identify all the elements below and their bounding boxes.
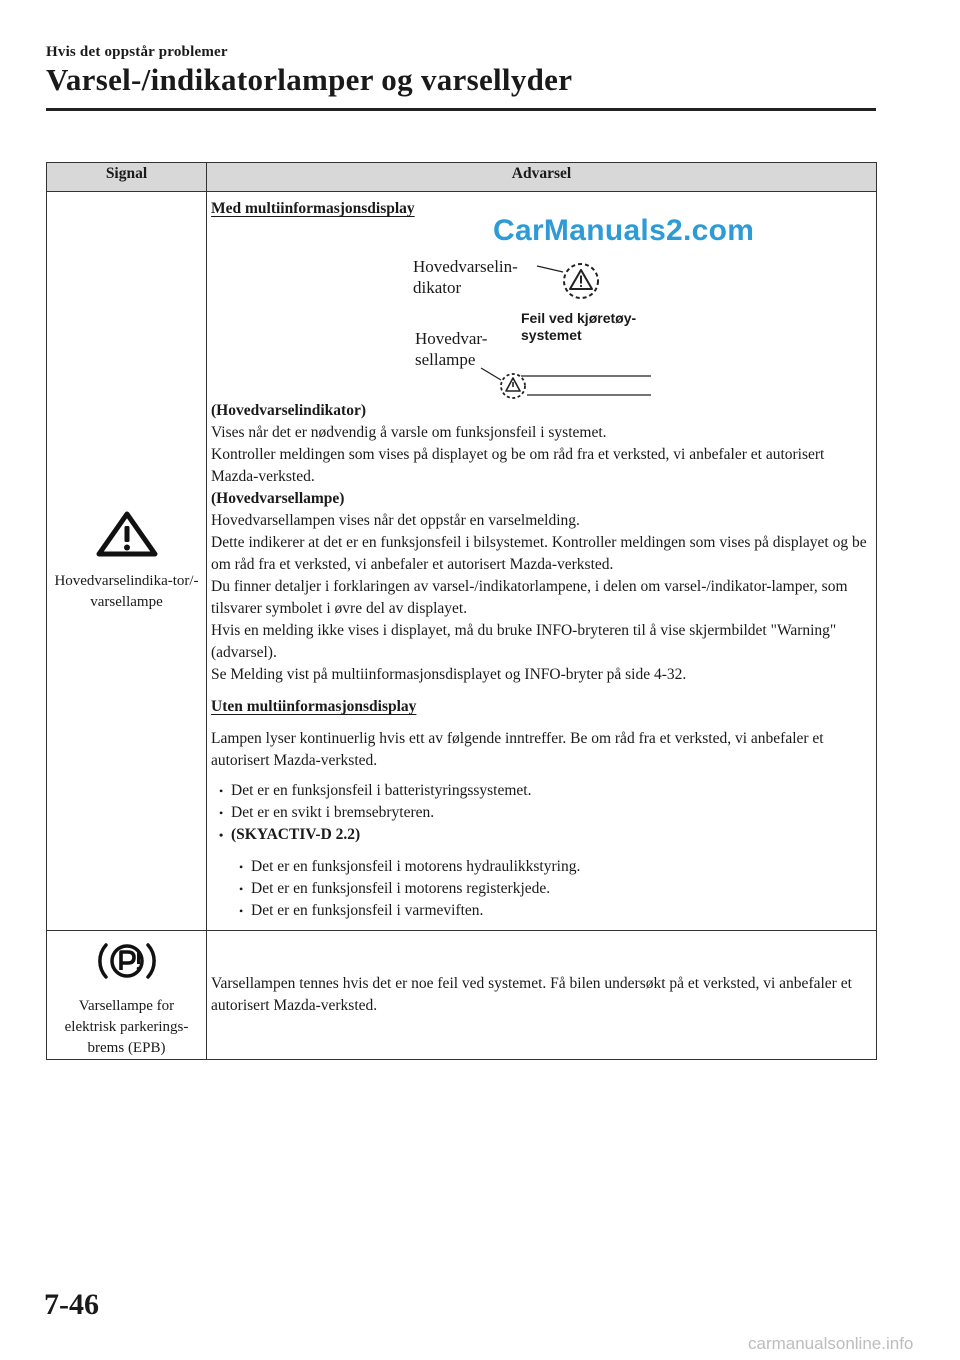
lamp-label-line2: sellampe <box>415 350 476 369</box>
indicator-heading: (Hovedvarselindikator) <box>211 402 366 419</box>
page-number: 7-46 <box>44 1288 99 1321</box>
section-kicker: Hvis det oppstår problemer <box>46 44 228 60</box>
table-row <box>47 192 877 931</box>
table-row <box>47 931 877 1060</box>
display-diagram <box>211 214 871 400</box>
message-line2: systemet <box>521 327 582 343</box>
with-display-heading: Med multiinformasjonsdisplay <box>211 200 415 217</box>
list-item: • Det er en funksjonsfeil i batteristyringssystemet. <box>223 780 868 802</box>
condition-list <box>211 780 868 846</box>
lamp-text-5: Se Melding vist på multiinformasjonsdisplayet og INFO-bryter på side 4-32. <box>211 666 687 683</box>
lamp-text-1: Hovedvarsellampen vises når det oppstår en varselmelding. <box>211 512 580 529</box>
lamp-label-line1: Hovedvar- <box>415 329 488 348</box>
epb-label-line1: Varsellampe for <box>78 998 175 1014</box>
parking-brake-p-icon <box>94 970 160 987</box>
list-item: • Det er en svikt i bremsebryteren. <box>223 802 868 824</box>
epb-label-line3: brems (EPB) <box>87 1040 166 1056</box>
indicator-label-line1: Hovedvarselin- <box>413 257 518 276</box>
signal-cell-master-warning <box>47 192 207 931</box>
list-item: • Det er en funksjonsfeil i motorens hydraulikkstyring. <box>243 856 868 878</box>
indicator-label-line2: dikator <box>413 278 462 297</box>
footer-watermark: carmanualsonline.info <box>748 1334 914 1353</box>
list-item: • Det er en funksjonsfeil i motorens registerkjede. <box>243 878 868 900</box>
epb-label-line2: elektrisk parkerings- <box>64 1019 189 1035</box>
page-title: Varsel-/indikatorlamper og varsellyder <box>46 62 573 97</box>
warning-cell-master-warning <box>207 192 877 931</box>
title-rule <box>46 108 876 111</box>
signal-label: Hovedvarselindika-tor/-varsellampe <box>54 572 199 610</box>
col-header-warning: Advarsel <box>207 163 877 192</box>
without-display-heading: Uten multiinformasjonsdisplay <box>211 698 417 715</box>
without-display-text: Lampen lyser kontinuerlig hvis ett av følgende inntreffer. Be om råd fra et verksted, vi anbefaler et autorisert Mazda-verksted. <box>211 730 824 769</box>
list-item: • Det er en funksjonsfeil i varmeviften. <box>243 900 868 922</box>
epb-text: Varsellampen tennes hvis det er noe feil ved systemet. Få bilen undersøkt på et verksted, vi anbefaler et autorisert Mazda-verksted. <box>211 975 852 1014</box>
lamp-text-2: Dette indikerer at det er en funksjonsfeil i bilsystemet. Kontroller meldingen som vises på displayet og be om råd fra et verksted, vi anbefaler et autorisert Mazda-verksted. <box>211 534 867 573</box>
warning-triangle-icon <box>95 545 159 562</box>
table-header-row <box>47 163 877 192</box>
list-item: • (SKYACTIV-D 2.2) <box>223 824 868 846</box>
indicator-text-2: Kontroller meldingen som vises på displayet og be om råd fra et verksted, vi anbefaler et autorisert Mazda-verksted. <box>211 446 825 485</box>
skyactiv-condition-list <box>211 856 868 922</box>
lamp-text-3: Du finner detaljer i forklaringen av varsel-/indikatorlampene, i delen om varsel-/indikator-lamper, som tilsvarer symbolet i øvre del av displayet. <box>211 578 848 617</box>
warning-cell-epb <box>207 931 877 1060</box>
signal-cell-epb <box>47 931 207 1060</box>
message-line1: Feil ved kjøretøy- <box>521 310 637 326</box>
indicator-text-1: Vises når det er nødvendig å varsle om funksjonsfeil i systemet. <box>211 424 607 441</box>
warning-lamp-table <box>46 162 877 1060</box>
watermark: CarManuals2.com <box>493 214 755 247</box>
lamp-text-4: Hvis en melding ikke vises i displayet, må du bruke INFO-bryteren til å vise skjermbildet "Warning" (advarsel). <box>211 622 837 661</box>
lamp-heading: (Hovedvarsellampe) <box>211 490 345 507</box>
col-header-signal: Signal <box>47 163 207 192</box>
